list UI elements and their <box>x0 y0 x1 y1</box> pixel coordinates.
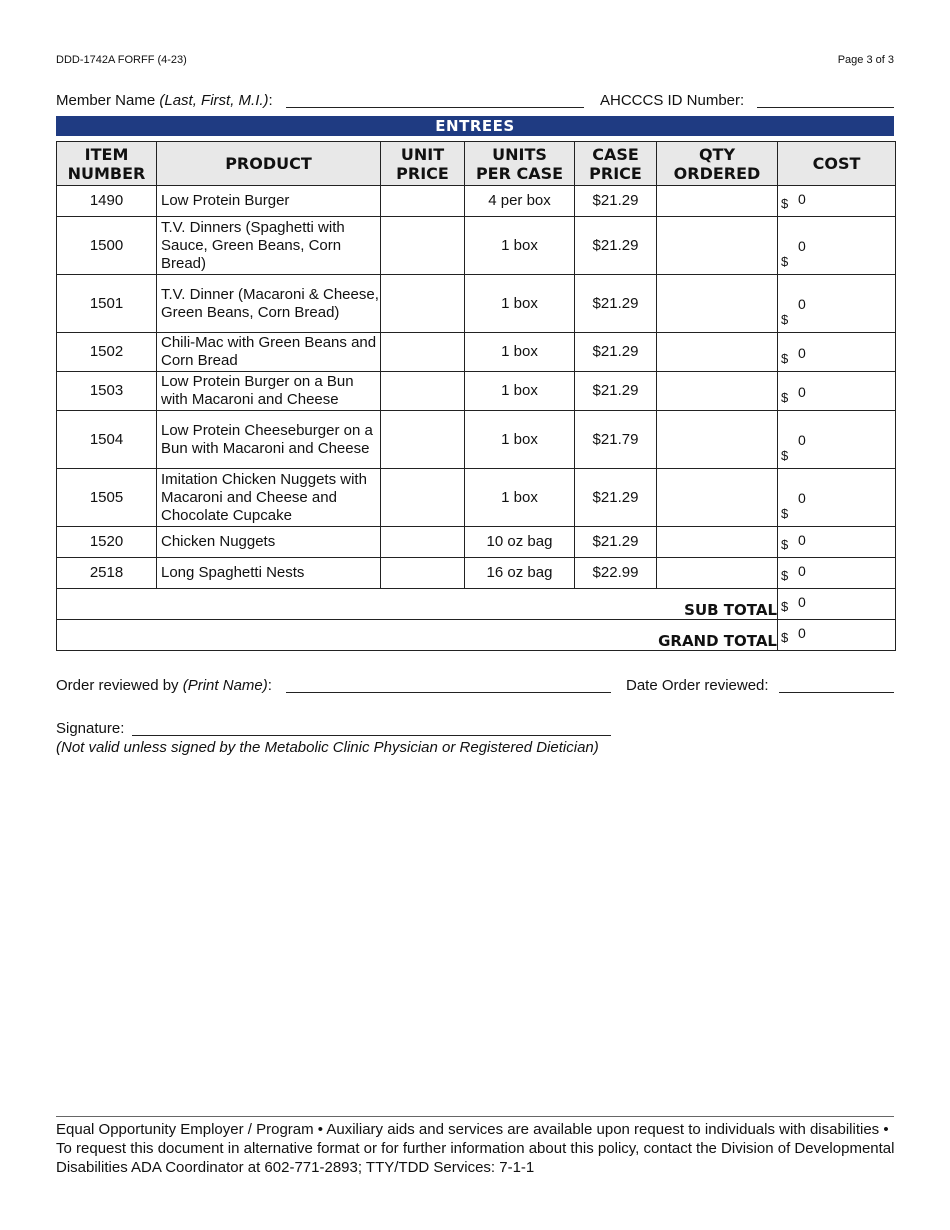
case-price: $21.29 <box>575 527 657 558</box>
unit-price-field[interactable] <box>381 558 465 589</box>
cost-field[interactable] <box>778 411 896 469</box>
cost-value: 0 <box>798 191 806 207</box>
case-price: $21.79 <box>575 411 657 469</box>
cost-value: 0 <box>798 345 806 361</box>
product-name: Low Protein Burger on a Bun with Macaroni and Cheese <box>157 372 381 411</box>
entrees-table <box>56 141 896 651</box>
qty-ordered-field[interactable] <box>657 527 778 558</box>
sub-total-label: SUB TOTAL <box>57 589 778 620</box>
unit-price-field[interactable] <box>381 469 465 527</box>
cost-value: 0 <box>798 384 806 400</box>
member-name-label: Member Name (Last, First, M.I.): <box>56 92 273 109</box>
units-per-case: 1 box <box>465 411 575 469</box>
grand-total-value: 0 <box>798 625 806 641</box>
reviewed-by-field[interactable] <box>286 692 611 693</box>
case-price: $21.29 <box>575 217 657 275</box>
currency-symbol: $ <box>781 506 789 521</box>
case-price: $21.29 <box>575 275 657 333</box>
product-name: Long Spaghetti Nests <box>157 558 381 589</box>
cost-value: 0 <box>798 532 806 548</box>
item-number: 1505 <box>57 469 157 527</box>
unit-price-field[interactable] <box>381 527 465 558</box>
sub-total-field[interactable] <box>778 589 896 620</box>
product-name: Chili-Mac with Green Beans and Corn Bread <box>157 333 381 372</box>
form-code: DDD-1742A FORFF (4-23) <box>56 54 187 66</box>
grand-total-field[interactable] <box>778 620 896 651</box>
units-per-case: 10 oz bag <box>465 527 575 558</box>
currency-symbol: $ <box>781 599 789 614</box>
currency-symbol: $ <box>781 196 789 211</box>
signature-label: Signature: <box>56 720 125 737</box>
cost-field[interactable] <box>778 469 896 527</box>
product-name: Imitation Chicken Nuggets with Macaroni and Cheese and Chocolate Cupcake <box>157 469 381 527</box>
currency-symbol: $ <box>781 630 789 645</box>
date-reviewed-field[interactable] <box>779 692 894 693</box>
signature-field[interactable] <box>132 735 611 736</box>
units-per-case: 16 oz bag <box>465 558 575 589</box>
item-number: 1502 <box>57 333 157 372</box>
cost-field[interactable] <box>778 186 896 217</box>
item-number: 1501 <box>57 275 157 333</box>
table-row <box>57 558 896 589</box>
member-info-row <box>56 92 894 112</box>
qty-ordered-field[interactable] <box>657 275 778 333</box>
unit-price-field[interactable] <box>381 411 465 469</box>
sub-total-value: 0 <box>798 594 806 610</box>
qty-ordered-field[interactable] <box>657 333 778 372</box>
case-price: $21.29 <box>575 372 657 411</box>
col-unit-price: UNIT PRICE <box>381 142 465 186</box>
item-number: 1500 <box>57 217 157 275</box>
table-row <box>57 527 896 558</box>
product-name: Low Protein Cheeseburger on a Bun with Macaroni and Cheese <box>157 411 381 469</box>
qty-ordered-field[interactable] <box>657 558 778 589</box>
table-row <box>57 372 896 411</box>
case-price: $21.29 <box>575 186 657 217</box>
cost-value: 0 <box>798 563 806 579</box>
col-case-price: CASE PRICE <box>575 142 657 186</box>
unit-price-field[interactable] <box>381 217 465 275</box>
currency-symbol: $ <box>781 390 789 405</box>
unit-price-field[interactable] <box>381 186 465 217</box>
cost-field[interactable] <box>778 333 896 372</box>
units-per-case: 1 box <box>465 372 575 411</box>
cost-value: 0 <box>798 432 806 448</box>
cost-value: 0 <box>798 490 806 506</box>
ahcccs-id-label: AHCCCS ID Number: <box>600 92 745 109</box>
units-per-case: 1 box <box>465 469 575 527</box>
footer-divider <box>56 1116 894 1117</box>
table-row <box>57 275 896 333</box>
item-number: 1503 <box>57 372 157 411</box>
sub-total-row <box>57 589 896 620</box>
case-price: $22.99 <box>575 558 657 589</box>
units-per-case: 1 box <box>465 217 575 275</box>
product-name: Low Protein Burger <box>157 186 381 217</box>
unit-price-field[interactable] <box>381 372 465 411</box>
currency-symbol: $ <box>781 448 789 463</box>
grand-total-label: GRAND TOTAL <box>57 620 778 651</box>
cost-field[interactable] <box>778 372 896 411</box>
signature-note: (Not valid unless signed by the Metabolic Clinic Physician or Registered Dietician) <box>56 739 599 756</box>
table-row <box>57 411 896 469</box>
ahcccs-id-field[interactable] <box>757 107 894 108</box>
col-product: PRODUCT <box>157 142 381 186</box>
cost-field[interactable] <box>778 217 896 275</box>
product-name: T.V. Dinner (Macaroni & Cheese, Green Beans, Corn Bread) <box>157 275 381 333</box>
units-per-case: 1 box <box>465 333 575 372</box>
cost-field[interactable] <box>778 275 896 333</box>
qty-ordered-field[interactable] <box>657 186 778 217</box>
table-row <box>57 469 896 527</box>
page-number: Page 3 of 3 <box>837 54 894 66</box>
col-item-number: ITEM NUMBER <box>57 142 157 186</box>
footer-text: Equal Opportunity Employer / Program • Auxiliary aids and services are available upon request to individuals with disabilities • To request this document in alternative format or for further information about this policy, contact the Division of Developmental Disabilities ADA Coordinator at 602-771-2893; TTY/TDD Services: 7-1-1 <box>56 1121 895 1176</box>
currency-symbol: $ <box>781 351 789 366</box>
case-price: $21.29 <box>575 469 657 527</box>
item-number: 1504 <box>57 411 157 469</box>
unit-price-field[interactable] <box>381 275 465 333</box>
cost-field[interactable] <box>778 527 896 558</box>
item-number: 2518 <box>57 558 157 589</box>
col-units-per-case: UNITS PER CASE <box>465 142 575 186</box>
product-name: T.V. Dinners (Spaghetti with Sauce, Green Beans, Corn Bread) <box>157 217 381 275</box>
section-title: ENTREES <box>56 116 894 136</box>
unit-price-field[interactable] <box>381 333 465 372</box>
table-row <box>57 217 896 275</box>
grand-total-row <box>57 620 896 651</box>
currency-symbol: $ <box>781 312 789 327</box>
currency-symbol: $ <box>781 254 789 269</box>
item-number: 1490 <box>57 186 157 217</box>
qty-ordered-field[interactable] <box>657 469 778 527</box>
col-qty-ordered: QTY ORDERED <box>657 142 778 186</box>
qty-ordered-field[interactable] <box>657 217 778 275</box>
currency-symbol: $ <box>781 537 789 552</box>
reviewed-by-label: Order reviewed by (Print Name): <box>56 677 272 694</box>
product-name: Chicken Nuggets <box>157 527 381 558</box>
signature-row <box>56 720 894 737</box>
cost-value: 0 <box>798 238 806 254</box>
currency-symbol: $ <box>781 568 789 583</box>
item-number: 1520 <box>57 527 157 558</box>
review-row <box>56 677 894 697</box>
table-row <box>57 333 896 372</box>
case-price: $21.29 <box>575 333 657 372</box>
table-row <box>57 186 896 217</box>
cost-value: 0 <box>798 296 806 312</box>
qty-ordered-field[interactable] <box>657 372 778 411</box>
units-per-case: 1 box <box>465 275 575 333</box>
units-per-case: 4 per box <box>465 186 575 217</box>
member-name-field[interactable] <box>286 107 584 108</box>
date-reviewed-label: Date Order reviewed: <box>626 677 769 694</box>
qty-ordered-field[interactable] <box>657 411 778 469</box>
col-cost: COST <box>778 142 896 186</box>
cost-field[interactable] <box>778 558 896 589</box>
table-header-row <box>57 142 896 186</box>
